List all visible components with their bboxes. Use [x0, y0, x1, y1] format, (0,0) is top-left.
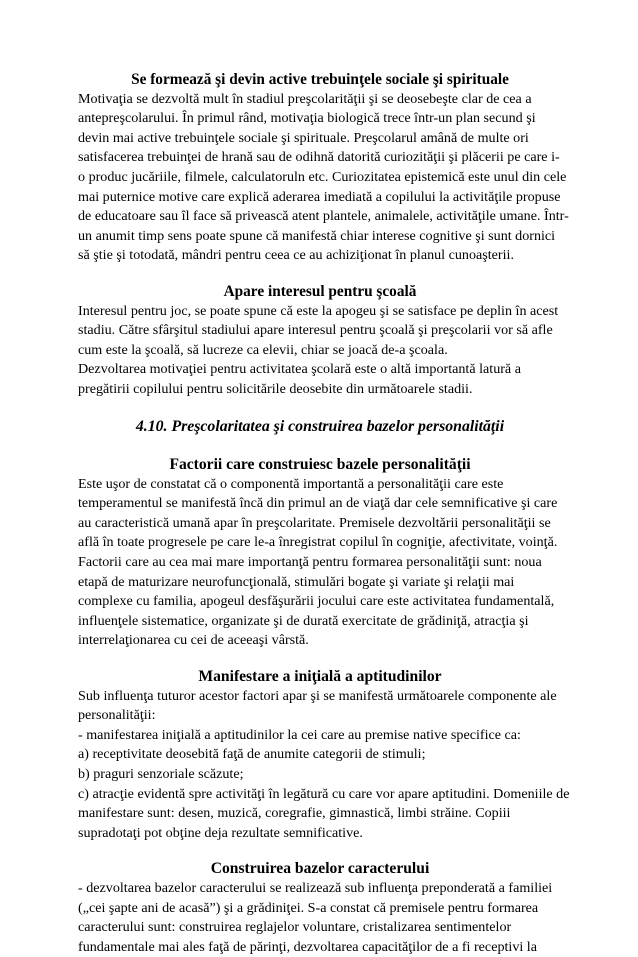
text-line: caracterului sunt: construirea reglajelor voluntare, cristalizarea sentimentelor	[78, 919, 512, 936]
text-line: stadiu. Către sfârşitul stadiului apare interesul pentru şcoală şi preşcolarii vor să afle	[78, 322, 553, 339]
section-heading-aptitudes: Manifestare a iniţială a aptitudinilor	[198, 668, 442, 686]
text-line: etapă de maturizare neurofuncţională, stimulări bogate şi variate şi relaţii mai	[78, 573, 515, 590]
text-line: c) atracţie evidentă spre activităţi în legătură cu care vor apare aptitudini. Domeniile de	[78, 785, 570, 802]
section-heading-personality-factors: Factorii care construiesc bazele personalităţii	[169, 456, 471, 474]
text-line: Sub influenţa tuturor acestor factori apar şi se manifestă următoarele componente ale	[78, 687, 557, 704]
text-line: devin mai active trebuinţele sociale şi spirituale. Preşcolarul amână de multe ori	[78, 129, 529, 146]
paragraph-character	[78, 879, 562, 957]
text-line: complexe cu familia, apogeul desfăşurării jocului care este activitatea fundamentală,	[78, 593, 555, 610]
text-line: Dezvoltarea motivaţiei pentru activitatea şcolară este o altă importantă latură a	[78, 361, 521, 378]
text-line: pregătirii copilului pentru solicitările deosebite din următoarele stadii.	[78, 380, 473, 397]
text-line: supradotaţi pot obţine deja rezultate semnificative.	[78, 824, 363, 841]
text-line: află în toate progresele pe care le-a înregistrat copilul în cogniţie, afectivitate, voinţă.	[78, 534, 558, 551]
text-line: - manifestarea iniţială a aptitudinilor la cei care au premise native specifice ca:	[78, 726, 521, 743]
text-line: mai puternice motive care explică aderarea imediată a copilului la activităţile propuse	[78, 188, 561, 205]
text-line: o produc jucăriile, filmele, calculatoruln etc. Curiozitatea epistemică este unul din cele	[78, 168, 567, 185]
text-line: („cei şapte ani de acasă”) şi a grădiniţei. S-a constat că premisele pentru formarea	[78, 899, 539, 916]
section-heading-social-needs: Se formează şi devin active trebuinţele sociale şi spirituale	[131, 71, 509, 88]
text-line: de educatoare sau îl face să privească atent plantele, animalele, activităţile umane. Într-	[78, 208, 569, 225]
text-line: Motivaţia se dezvoltă mult în stadiul preşcolarităţii şi se deosebeşte clar de cea a	[78, 90, 532, 107]
text-line: Interesul pentru joc, se poate spune că este la apogeu şi se satisface pe deplin în acest	[78, 302, 559, 319]
text-line: fundamentale mai ales faţă de părinţi, dezvoltarea capacităţilor de a fi receptivi la	[78, 938, 537, 955]
section-heading-school-interest: Apare interesul pentru şcoală	[223, 282, 417, 300]
text-line: a) receptivitate deosebită faţă de anumite categorii de stimuli;	[78, 746, 426, 763]
chapter-heading: 4.10. Preşcolaritatea şi construirea bazelor personalităţii	[135, 417, 505, 435]
paragraph-personality-factors	[78, 475, 562, 651]
text-line: Este uşor de constatat că o componentă importantă a personalităţii care este	[78, 475, 504, 492]
paragraph-motivation	[78, 90, 569, 266]
text-line: au caracteristică umană apar în preşcolaritate. Premisele dezvoltării personalităţii se	[78, 514, 551, 531]
text-line: b) praguri senzoriale scăzute;	[78, 766, 244, 782]
text-line: interrelaţionarea cu cei de aceeaşi vârstă.	[78, 632, 309, 649]
text-line: un anumit timp sens poate spune că manifestă chiar interese cognitive şi sunt dornici	[78, 227, 556, 244]
text-line: influenţele sistematice, organizate şi de durată exercitate de grădiniţă, atracţia şi	[78, 612, 529, 629]
section-heading-character: Construirea bazelor caracterului	[210, 860, 430, 878]
text-line: personalităţii:	[78, 707, 156, 724]
text-line: satisfacerea trebuinţei de hrană sau de odihnă datorită curiozităţii şi plăcerii pe care i-	[78, 149, 560, 166]
text-line: Factorii care au cea mai mare importanţă pentru formarea personalităţii sunt: noua	[78, 554, 542, 571]
text-line: - dezvoltarea bazelor caracterului se realizează sub influenţa preponderată a familiei	[78, 879, 553, 896]
text-line: antepreşcolarului. În primul rând, motivaţia biologică trece într-un plan secund şi	[78, 110, 536, 127]
document-body	[78, 70, 570, 957]
paragraph-aptitudes	[78, 687, 570, 844]
text-line: manifestare sunt: desen, muzică, coregrafie, gimnastică, limbi străine. Copiii	[78, 805, 511, 822]
paragraph-school-interest	[78, 302, 562, 400]
text-line: să ştie şi totodată, mândri pentru ceea ce au achiziţionat în planul cunoaşterii.	[78, 247, 514, 264]
text-line: cum este la şcoală, să lucreze ca elevii, chiar se joacă de-a şcoala.	[78, 341, 448, 358]
text-line: temperamentul se manifestă încă din primul an de viaţă dar cele semnificative şi care	[78, 495, 558, 512]
